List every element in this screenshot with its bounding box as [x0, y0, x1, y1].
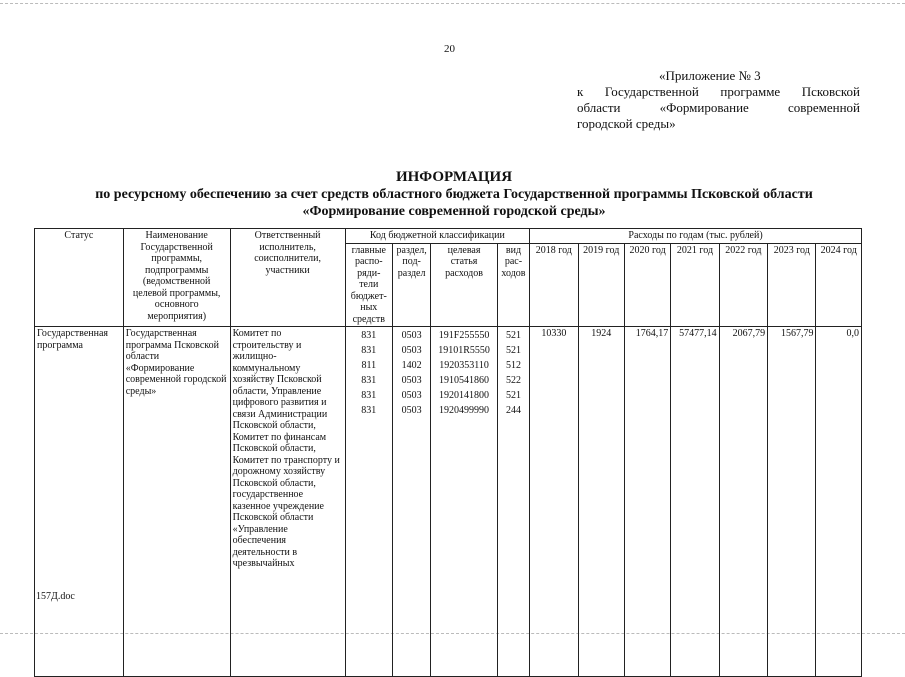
row-expense-types	[497, 327, 529, 677]
row-sections	[392, 327, 430, 677]
document-title	[40, 168, 868, 220]
header-responsible: Ответственный исполнитель, соисполнители, участники	[230, 229, 345, 327]
target-item-code: 1910541860	[439, 375, 490, 386]
main-manager-code: 831	[361, 375, 377, 386]
header-year-2024: 2024 год	[816, 243, 862, 327]
expense-type-code: 521	[505, 390, 521, 401]
main-manager-code: 811	[361, 360, 377, 371]
section-code: 0503	[401, 390, 422, 401]
row-target-items	[431, 327, 498, 677]
header-year-2019: 2019 год	[578, 243, 624, 327]
amount-2024: 0,0	[816, 327, 862, 677]
amount-2018: 10330	[530, 327, 578, 677]
main-manager-code: 831	[361, 405, 377, 416]
row-responsible: Комитет по строительству и жилищно-коммунальному хозяйству Псковской области, Управление цифрового развития и связи Администрации Псковской области, Комитет по финансам Псковской области, Комитет по транспорту и дорожному хозяйству Псковской области, государственное казенное учреждение Псковской области «Управление обеспечения деятельности в чрезвычайных	[230, 327, 345, 677]
row-status: Государственная программа	[35, 327, 124, 677]
main-manager-code: 831	[361, 345, 377, 356]
page-number: 20	[444, 43, 455, 55]
target-item-code: 191F255550	[438, 330, 490, 341]
target-item-code: 1920353110	[439, 360, 489, 371]
title-line-2: по ресурсному обеспечению за счет средств областного бюджета Государственной программы Псковской области	[95, 187, 813, 202]
appendix-line-2: к Государственной программе Псковской	[577, 84, 860, 99]
amount-2021: 57477,14	[671, 327, 719, 677]
resource-table	[34, 228, 862, 677]
header-year-2020: 2020 год	[624, 243, 670, 327]
section-code: 0503	[401, 405, 422, 416]
title-line-1: ИНФОРМАЦИЯ	[395, 169, 513, 185]
header-year-2021: 2021 год	[671, 243, 719, 327]
expense-type-code: 521	[505, 345, 521, 356]
target-item-code: 1920499990	[439, 405, 490, 416]
target-item-code: 1920141800	[439, 390, 490, 401]
appendix-note	[577, 68, 860, 132]
file-name: 157Д.doc	[36, 591, 75, 602]
main-manager-code: 831	[361, 390, 377, 401]
amount-2022: 2067,79	[719, 327, 767, 677]
target-item-code: 19101R5550	[438, 345, 490, 356]
amount-2019: 1924	[578, 327, 624, 677]
header-section: раздел, под-раздел	[392, 243, 430, 327]
appendix-line-4: городской среды»	[577, 116, 676, 131]
header-year-2018: 2018 год	[530, 243, 578, 327]
appendix-line-3: области «Формирование современной	[577, 100, 860, 115]
header-year-2022: 2022 год	[719, 243, 767, 327]
amount-2020: 1764,17	[624, 327, 670, 677]
expense-type-code: 522	[505, 375, 521, 386]
row-name: Государственная программа Псковской области «Формирование современной городской среды»	[123, 327, 230, 677]
table-row	[35, 327, 862, 677]
row-main-managers	[345, 327, 392, 677]
header-main-managers: главные распо-ряди-тели бюджет-ных средств	[345, 243, 392, 327]
expense-type-code: 244	[505, 405, 521, 416]
header-expenses: Расходы по годам (тыс. рублей)	[530, 229, 862, 244]
section-code: 0503	[401, 330, 422, 341]
header-name: Наименование Государственной программы, подпрограммы (ведомственной целевой программы, основного мероприятия)	[123, 229, 230, 327]
main-manager-code: 831	[361, 330, 377, 341]
expense-type-code: 521	[505, 330, 521, 341]
header-target-item: целевая статья расходов	[431, 243, 498, 327]
section-code: 0503	[401, 345, 422, 356]
title-line-3: «Формирование современной городской среды»	[302, 204, 606, 219]
header-year-2023: 2023 год	[768, 243, 816, 327]
section-code: 0503	[401, 375, 422, 386]
header-budget-code: Код бюджетной классификации	[345, 229, 530, 244]
section-code: 1402	[401, 360, 422, 371]
expense-type-code: 512	[505, 360, 521, 371]
header-status: Статус	[35, 229, 124, 327]
header-expense-type: вид рас-ходов	[497, 243, 529, 327]
amount-2023: 1567,79	[768, 327, 816, 677]
appendix-line-1: «Приложение № 3	[659, 68, 761, 83]
